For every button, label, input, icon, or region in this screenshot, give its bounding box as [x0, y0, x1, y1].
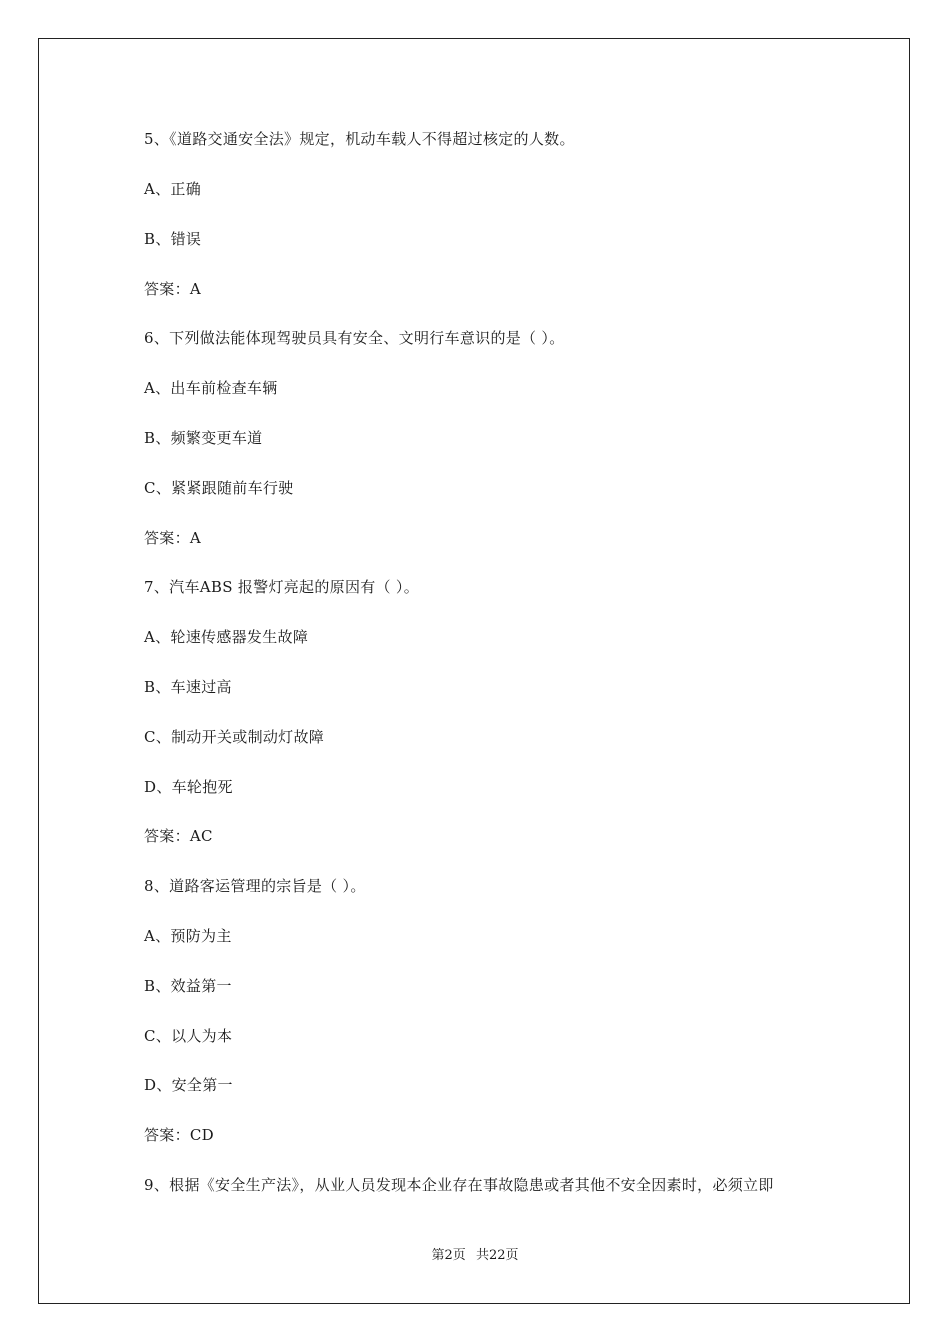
question-7-answer: 答案：AC — [144, 827, 213, 845]
question-5-option-b: B、错误 — [144, 230, 202, 248]
question-8-option-a: A、预防为主 — [144, 927, 232, 945]
question-6-text: 6、下列做法能体现驾驶员具有安全、文明行车意识的是（ ）。 — [144, 329, 565, 347]
question-6-option-a: A、出车前检查车辆 — [144, 379, 278, 397]
question-5-option-a: A、正确 — [144, 180, 202, 198]
question-8-option-c: C、以人为本 — [144, 1027, 233, 1045]
question-8-text: 8、道路客运管理的宗旨是（ ）。 — [144, 877, 366, 895]
question-7-option-b: B、车速过高 — [144, 678, 232, 696]
question-6-option-c: C、紧紧跟随前车行驶 — [144, 479, 294, 497]
question-6-answer: 答案：A — [144, 529, 202, 547]
page-footer — [0, 1247, 950, 1265]
question-8-answer: 答案：CD — [144, 1126, 215, 1144]
question-8-option-b: B、效益第一 — [144, 977, 232, 995]
question-9-text: 9、根据《安全生产法》，从业人员发现本企业存在事故隐患或者其他不安全因素时，必须立即 — [144, 1176, 774, 1194]
question-7-option-a: A、轮速传感器发生故障 — [144, 628, 309, 646]
question-5-text: 5、《道路交通安全法》规定，机动车载人不得超过核定的人数。 — [144, 130, 575, 148]
question-7-text: 7、汽车ABS 报警灯亮起的原因有（ ）。 — [144, 578, 420, 596]
question-8-option-d: D、安全第一 — [144, 1076, 233, 1094]
page-border — [38, 38, 910, 1304]
page-number: 第2页 — [431, 1248, 466, 1263]
question-5-answer: 答案：A — [144, 280, 202, 298]
page-total: 共22页 — [475, 1248, 519, 1263]
question-7-option-c: C、制动开关或制动灯故障 — [144, 728, 325, 746]
question-6-option-b: B、频繁变更车道 — [144, 429, 263, 447]
question-7-option-d: D、车轮抱死 — [144, 778, 233, 796]
